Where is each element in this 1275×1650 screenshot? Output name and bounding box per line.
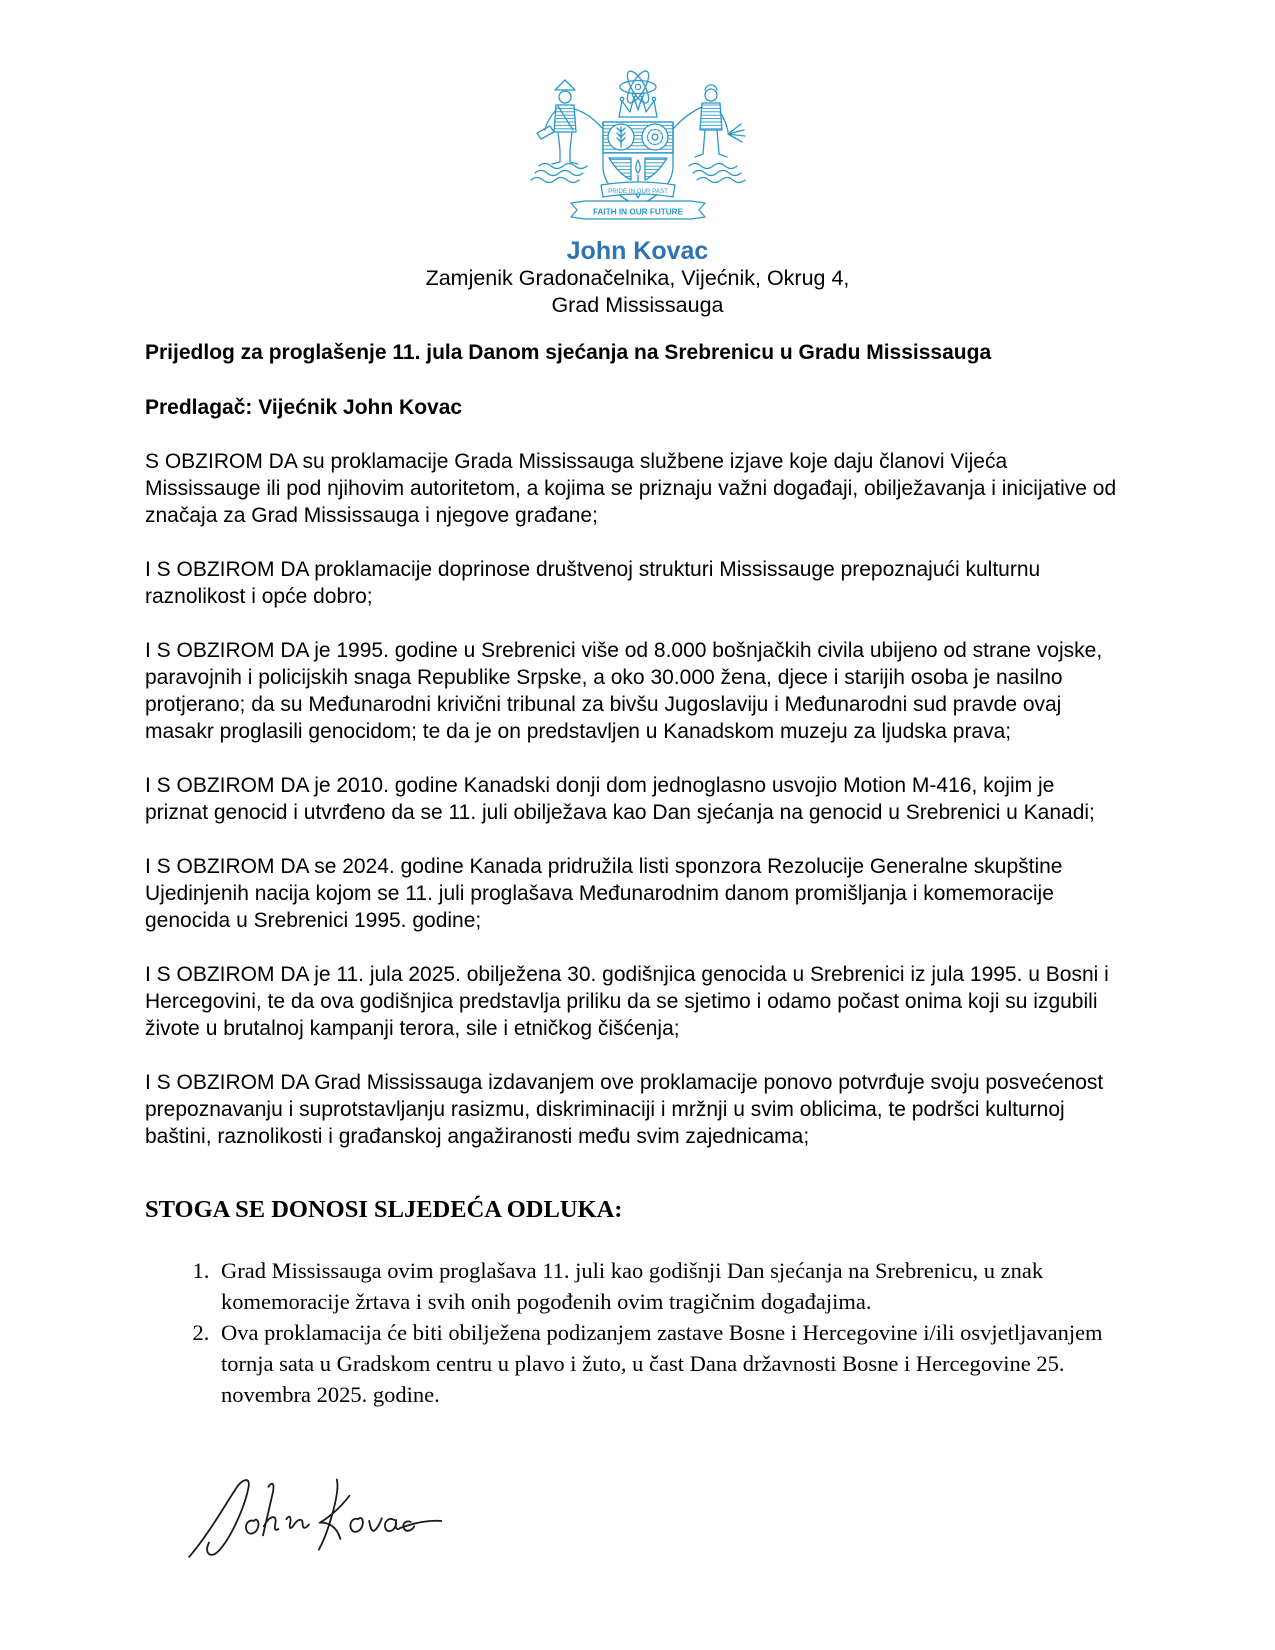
mississauga-crest-icon — [526, 70, 750, 232]
whereas-paragraph: S OBZIROM DA su proklamacije Grada Mississauga službene izjave koje daju članovi Vijeća Mississauge ili pod njihovim autoritetom, a kojima se priznaju važni događaji, obilježavanja i inicijative od značaja za Grad Mississauga i njegove građane; — [145, 450, 1117, 527]
officer-name: John Kovac — [566, 237, 709, 265]
document-body — [145, 339, 1120, 1564]
officer-role-line2: Grad Mississauga — [551, 293, 724, 317]
resolution-item: 2. Ova proklamacija će biti obilježena podizanjem zastave Bosne i Hercegovine i/ili osvjetljavanjem tornja sata u Gradskom centru u plavo i žuto, u čast Dana državnosti Bosne i Hercegovine 25. novembra 2025. godine. — [215, 1317, 1120, 1410]
document-title: Prijedlog za proglašenje 11. jula Danom sjećanja na Srebrenicu u Gradu Mississauga — [145, 341, 992, 364]
signature-icon — [173, 1468, 443, 1564]
whereas-paragraph: I S OBZIROM DA proklamacije doprinose društvenoj strukturi Mississauge prepoznajući kulturnu raznolikost i opće dobro; — [145, 558, 1041, 608]
officer-role-line1: Zamjenik Gradonačelnika, Vijećnik, Okrug 4, — [425, 266, 850, 290]
resolution-heading: STOGA SE DONOSI SLJEDEĆA ODLUKA: — [145, 1196, 623, 1223]
letterhead — [0, 0, 1275, 319]
whereas-paragraph: I S OBZIROM DA je 2010. godine Kanadski donji dom jednoglasno usvojio Motion M-416, kojim je priznat genocid i utvrđeno da se 11. juli obilježava kao Dan sjećanja na genocid u Srebrenici u Kanadi; — [145, 774, 1095, 824]
crest-motto-top: PRIDE IN OUR PAST — [607, 188, 668, 195]
resolution-list — [145, 1255, 1120, 1410]
signature-john-kovac — [173, 1468, 443, 1564]
whereas-paragraph: I S OBZIROM DA je 1995. godine u Srebrenici više od 8.000 bošnjačkih civila ubijeno od strane vojske, paravojnih i policijskih snaga Republike Srpske, a oko 30.000 žena, djece i starijih osoba je nasilno protjerano; da su Međunarodni krivični tribunal za bivšu Jugoslaviju i Međunarodni sud pravde ovaj masakr proglasili genocidom; te da je on predstavljen u Kanadskom muzeju za ljudska prava; — [145, 639, 1103, 743]
proposer-line: Predlagač: Vijećnik John Kovac — [145, 396, 463, 419]
whereas-paragraph: I S OBZIROM DA je 11. jula 2025. obilježena 30. godišnjica genocida u Srebrenici iz jula 1995. u Bosni i Hercegovini, te da ova godišnjica predstavlja priliku da se sjetimo i odamo počast onima koji su izgubili živote u brutalnoj kampanji terora, sile i etničkog čišćenja; — [145, 963, 1109, 1040]
resolution-item: 1. Grad Mississauga ovim proglašava 11. juli kao godišnji Dan sjećanja na Srebrenicu, u znak komemoracije žrtava i svih onih pogođenih ovim tragičnim događajima. — [215, 1255, 1120, 1317]
whereas-paragraph: I S OBZIROM DA se 2024. godine Kanada pridružila listi sponzora Rezolucije Generalne skupštine Ujedinjenih nacija kojom se 11. juli proglašava Međunarodnim danom promišljanja i komemoracije genocida u Srebrenici 1995. godine; — [145, 855, 1063, 932]
whereas-paragraph: I S OBZIROM DA Grad Mississauga izdavanjem ove proklamacije ponovo potvrđuje svoju posvećenost prepoznavanju i suprotstavljanju rasizmu, diskriminaciji i mržnji u svim oblicima, te podršci kulturnoj baštini, raznolikosti i građanskoj angažiranosti među svim zajednicama; — [145, 1071, 1104, 1148]
crest-motto-bottom: FAITH IN OUR FUTURE — [592, 207, 683, 217]
